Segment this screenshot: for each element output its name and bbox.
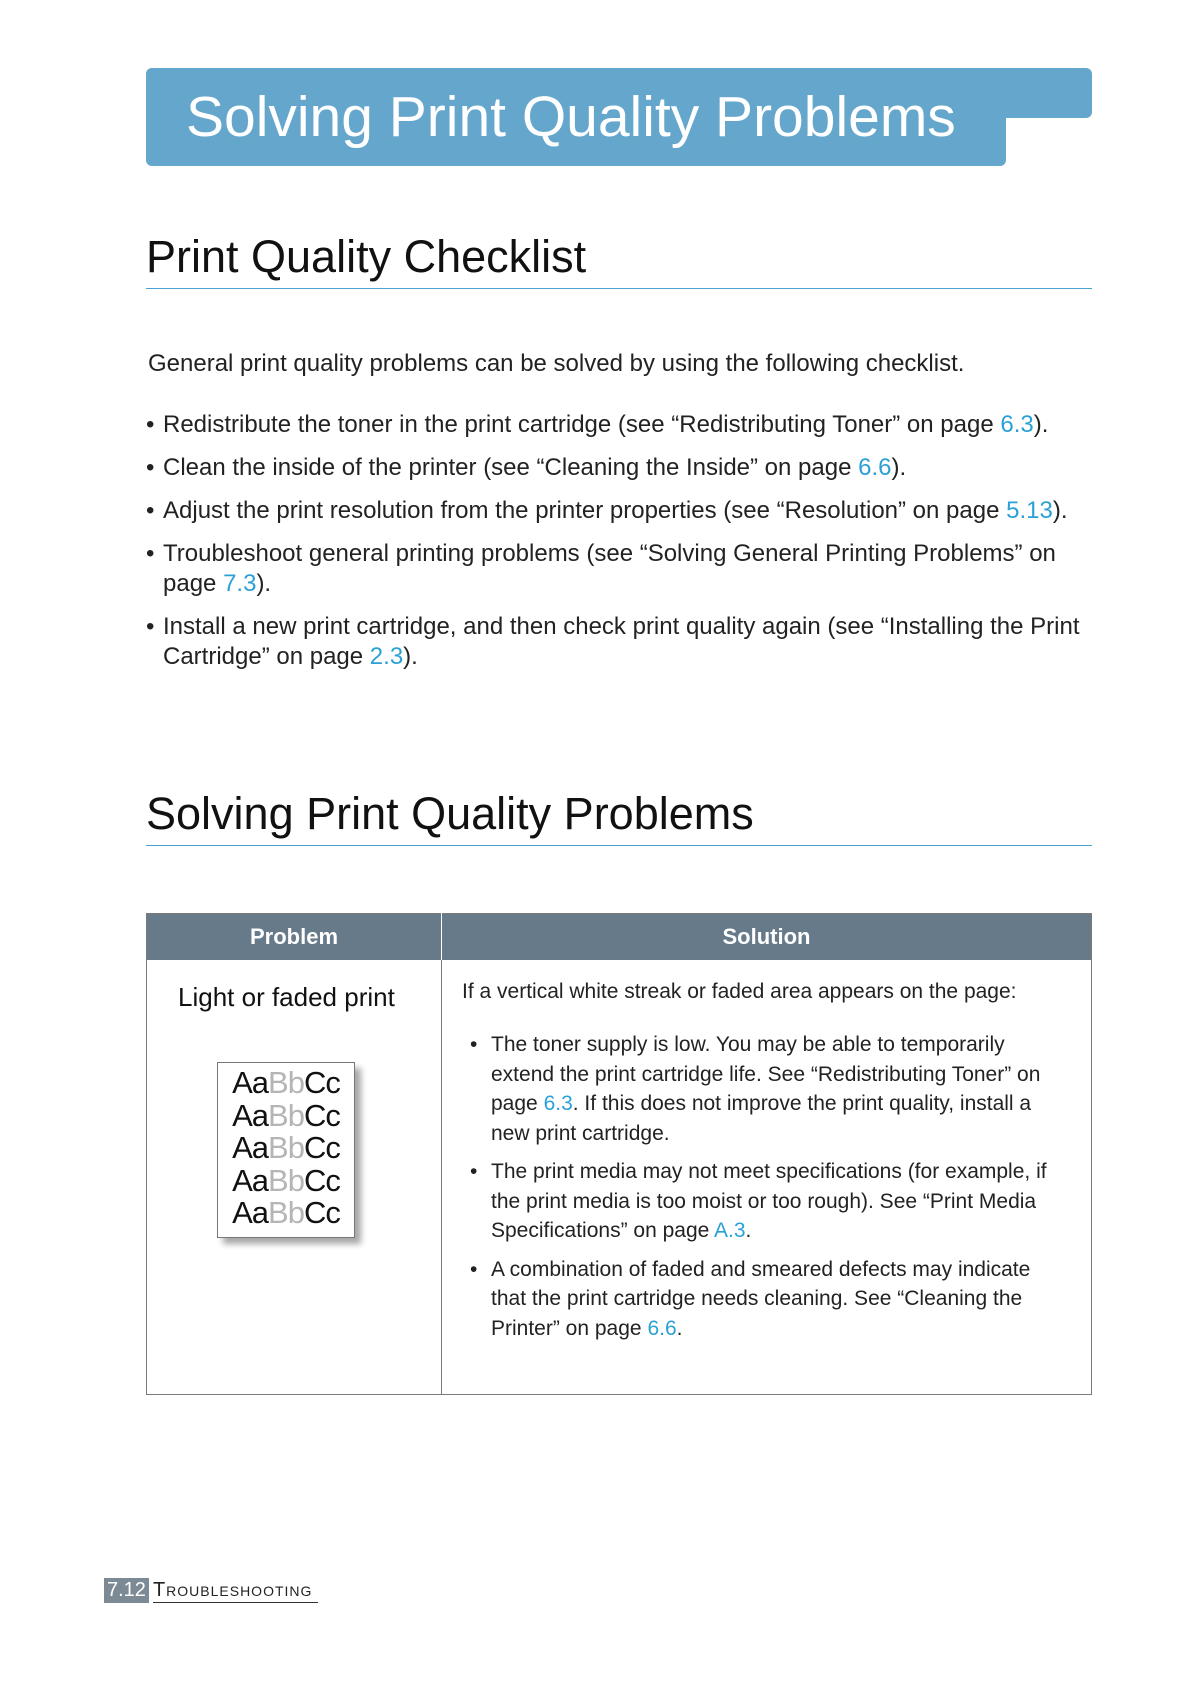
checklist-item: • Redistribute the toner in the print cartridge (see “Redistributing Toner” on page 6.3). — [146, 410, 1092, 440]
faded-print-sample — [217, 1062, 355, 1238]
checklist-item: • Adjust the print resolution from the printer properties (see “Resolution” on page 5.13). — [146, 496, 1092, 526]
page-footer — [104, 1578, 318, 1603]
checklist-intro: General print quality problems can be solved by using the following checklist. — [148, 350, 965, 377]
checklist-item: • Clean the inside of the printer (see “Cleaning the Inside” on page 6.6). — [146, 453, 1092, 483]
page-reference-link[interactable]: 2.3 — [369, 643, 404, 670]
solution-cell — [442, 960, 1092, 1394]
page-number: 7.12 — [104, 1578, 149, 1603]
page-reference-link[interactable]: 7.3 — [223, 570, 257, 597]
solution-intro: If a vertical white streak or faded area appears on the page: — [462, 980, 1017, 1003]
sample-line: AaBbCc — [232, 1195, 340, 1230]
chapter-label: Troubleshooting — [153, 1578, 318, 1603]
table-row — [147, 960, 1092, 1394]
problem-solution-table — [146, 913, 1092, 1395]
solution-column-header: Solution — [442, 914, 1092, 961]
checklist-item: • Troubleshoot general printing problems (see “Solving General Printing Problems” on page 7.3). — [146, 539, 1092, 599]
solution-item: • The toner supply is low. You may be able to temporarily extend the print cartridge life. See “Redistributing Toner” on page 6.3. If this does not improve the print quality, install a new print cartridge. — [470, 1030, 1071, 1148]
page-reference-link[interactable]: A.3 — [713, 1219, 746, 1242]
solution-item: • A combination of faded and smeared defects may indicate that the print cartridge needs cleaning. See “Cleaning the Printer” on page 6.6. — [470, 1255, 1071, 1344]
problem-name: Light or faded print — [178, 982, 395, 1012]
page-reference-link[interactable]: 6.6 — [647, 1316, 677, 1340]
page-reference-link[interactable]: 6.3 — [543, 1092, 573, 1115]
sample-line: AaBbCc — [232, 1130, 340, 1165]
solution-list — [462, 1030, 1071, 1343]
page-reference-link[interactable]: 6.6 — [858, 454, 892, 481]
checklist-heading: Print Quality Checklist — [146, 232, 1092, 289]
problem-cell — [147, 960, 442, 1394]
problem-column-header: Problem — [147, 914, 442, 961]
sample-line: AaBbCc — [232, 1162, 340, 1198]
page-reference-link[interactable]: 5.13 — [1006, 497, 1053, 524]
page-reference-link[interactable]: 6.3 — [1000, 411, 1034, 438]
page-banner: Solving Print Quality Problems — [146, 68, 1006, 166]
sample-line: AaBbCc — [232, 1065, 340, 1100]
checklist — [146, 410, 1092, 685]
solving-heading: Solving Print Quality Problems — [146, 789, 1092, 846]
solution-item: • The print media may not meet specifications (for example, if the print media is too moist or too rough). See “Print Media Specifications” on page A.3. — [470, 1157, 1071, 1246]
checklist-item: • Install a new print cartridge, and then check print quality again (see “Installing the Print Cartridge” on page 2.3). — [146, 612, 1092, 672]
sample-line: AaBbCc — [232, 1097, 340, 1133]
